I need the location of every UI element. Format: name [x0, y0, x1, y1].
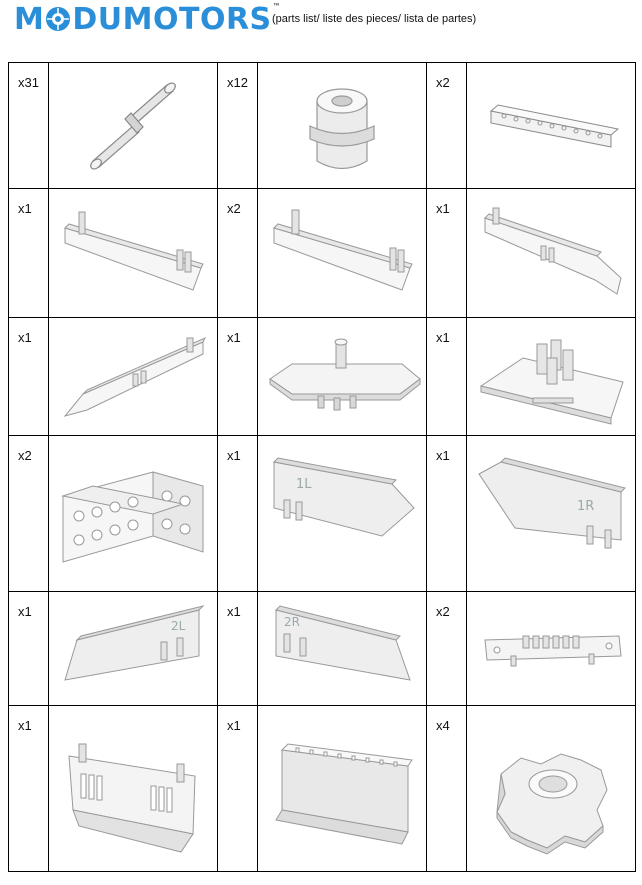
bushing-icon — [292, 71, 392, 181]
qty-cell: x2 — [218, 189, 258, 318]
part-label: 2R — [284, 615, 300, 629]
angled-plate-icon — [53, 324, 213, 429]
angled-plate-icon — [471, 198, 631, 308]
part-label: 1L — [296, 476, 312, 492]
gear-icon — [471, 714, 631, 864]
qty-cell: x1 — [9, 318, 49, 436]
part-label: 2L — [171, 619, 186, 633]
part-image-cell — [467, 436, 636, 592]
side-plate-1r-icon — [471, 444, 631, 584]
part-image-cell — [49, 706, 218, 872]
side-plate-2r-icon — [262, 596, 422, 701]
qty-cell: x31 — [9, 63, 49, 189]
qty-cell: x1 — [218, 592, 258, 706]
table-row — [9, 592, 636, 706]
qty-cell: x1 — [218, 436, 258, 592]
part-label: 1R — [577, 498, 595, 514]
qty-cell: x12 — [218, 63, 258, 189]
qty-cell: x1 — [427, 189, 467, 318]
wheel-icon — [45, 6, 71, 32]
chassis-frame-icon — [53, 444, 213, 584]
table-row — [9, 318, 636, 436]
part-image-cell — [258, 189, 427, 318]
brand-logo: M DUMOTORS™ — [14, 2, 282, 37]
part-image-cell — [258, 63, 427, 189]
qty-cell: x1 — [218, 706, 258, 872]
header — [0, 0, 642, 44]
qty-cell: x1 — [9, 189, 49, 318]
qty-cell: x1 — [218, 318, 258, 436]
side-plate-1l-icon — [262, 444, 422, 584]
part-image-cell — [49, 318, 218, 436]
part-image-cell — [467, 189, 636, 318]
part-image-cell — [49, 592, 218, 706]
parts-table — [8, 62, 636, 872]
pin-connector-icon — [73, 71, 193, 181]
part-image-cell — [49, 189, 218, 318]
part-image-cell — [467, 706, 636, 872]
table-row — [9, 189, 636, 318]
page-subtitle: (parts list/ liste des pieces/ lista de partes) — [272, 13, 477, 25]
qty-cell: x1 — [427, 318, 467, 436]
qty-cell: x4 — [427, 706, 467, 872]
front-bumper-icon — [53, 714, 213, 864]
connector-strip-icon — [471, 596, 631, 701]
table-row — [9, 436, 636, 592]
qty-cell: x1 — [9, 706, 49, 872]
table-row — [9, 706, 636, 872]
part-image-cell — [467, 63, 636, 189]
part-image-cell — [467, 592, 636, 706]
qty-cell: x1 — [9, 592, 49, 706]
part-image-cell — [467, 318, 636, 436]
part-image-cell — [258, 706, 427, 872]
qty-cell: x2 — [9, 436, 49, 592]
part-image-cell — [49, 436, 218, 592]
part-image-cell — [258, 318, 427, 436]
table-row — [9, 63, 636, 189]
base-plate-icon — [471, 324, 631, 429]
bumper-plate-icon — [53, 198, 213, 308]
qty-cell: x1 — [427, 436, 467, 592]
beam-icon — [476, 71, 626, 181]
part-image-cell — [49, 63, 218, 189]
qty-cell: x2 — [427, 63, 467, 189]
disc-plate-icon — [262, 324, 422, 429]
bumper-plate-icon — [262, 198, 422, 308]
qty-cell: x2 — [427, 592, 467, 706]
part-image-cell — [258, 436, 427, 592]
shovel-icon — [262, 714, 422, 864]
side-plate-2l-icon — [53, 596, 213, 701]
part-image-cell — [258, 592, 427, 706]
